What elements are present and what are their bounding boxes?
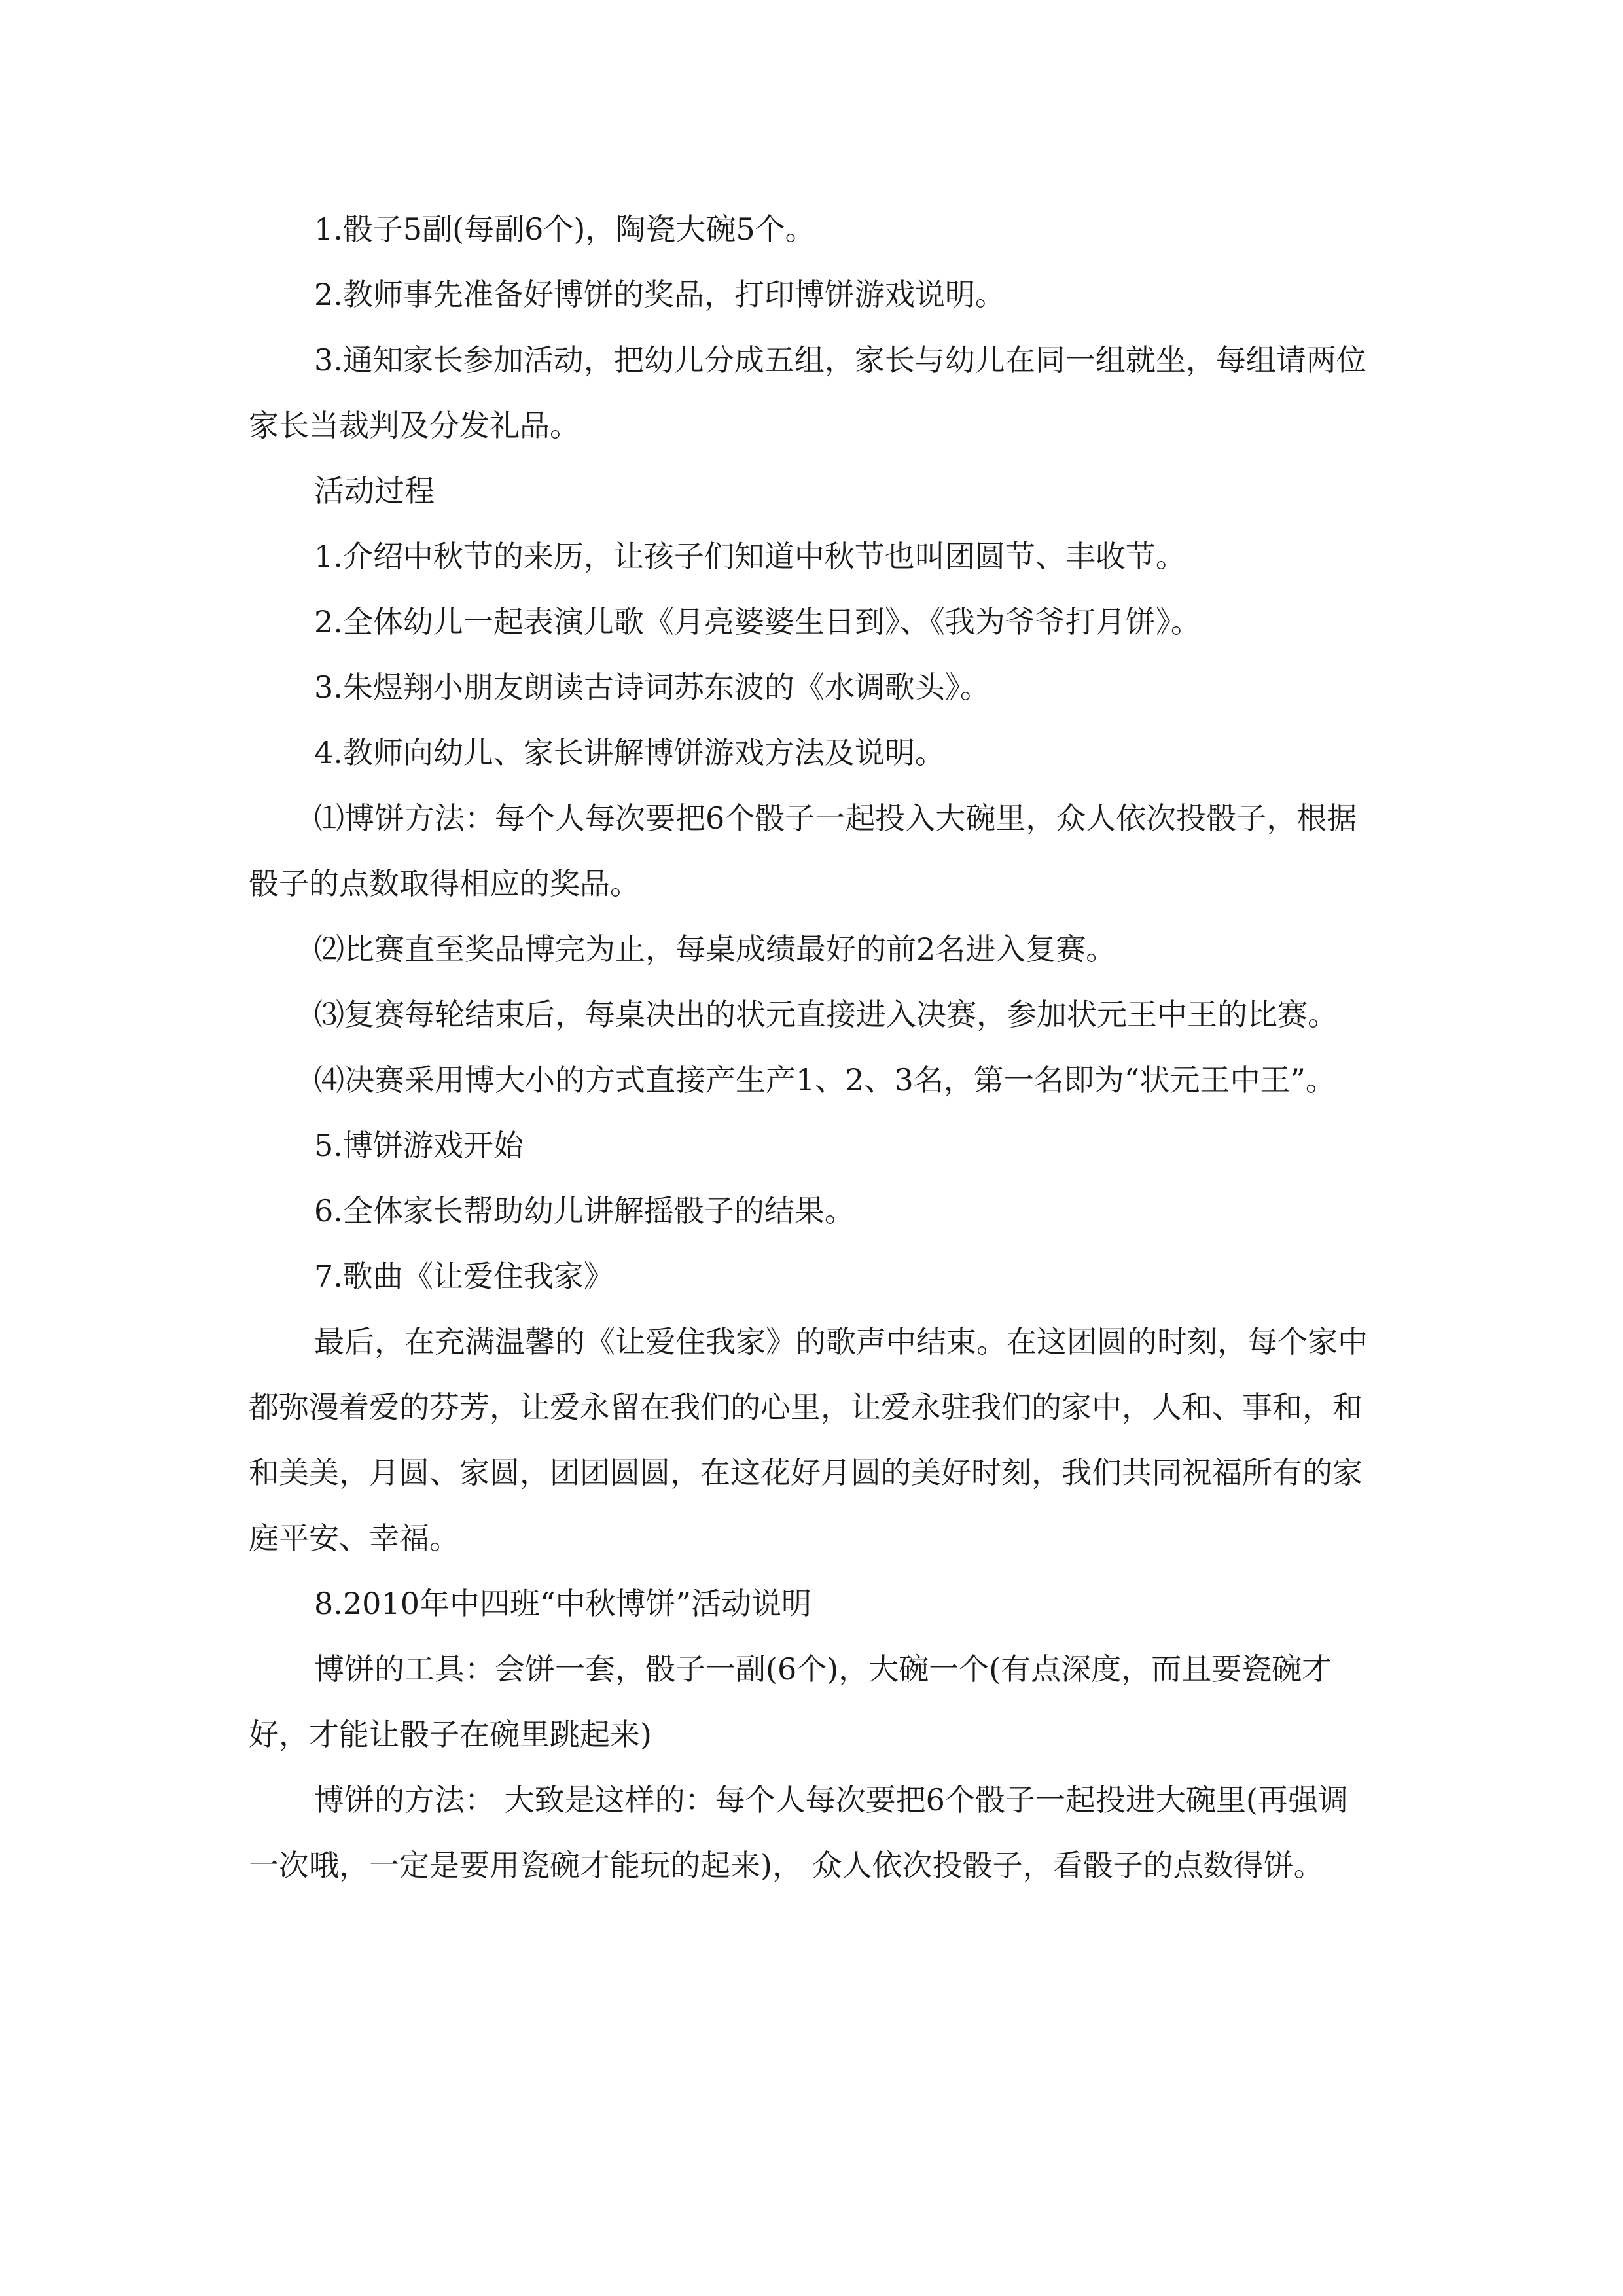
- paragraph-children-song: 2.全体幼儿一起表演儿歌《月亮婆婆生日到》、《我为爷爷打月饼》。: [314, 604, 1201, 639]
- paragraph-notify-parents: 3.通知家长参加活动，把幼儿分成五组，家长与幼儿在同一组就坐，每组请两位家长当裁判及分发礼品。: [249, 342, 1366, 443]
- section-heading-activity-process: 活动过程: [314, 473, 435, 509]
- paragraph-poem-reading: 3.朱煜翔小朋友朗读古诗词苏东波的《水调歌头》。: [314, 670, 990, 705]
- paragraph-rule-2: ⑵比赛直至奖品博完为止，每桌成绩最好的前2名进入复赛。: [314, 931, 1116, 967]
- document-page: [249, 196, 1374, 1898]
- paragraph-rule-4: ⑷决赛采用博大小的方式直接产生产1、2、3名，第一名即为“状元王中王”。: [314, 1062, 1336, 1098]
- paragraph-parents-help: 6.全体家长帮助幼儿讲解摇骰子的结果。: [314, 1193, 855, 1229]
- paragraph-game-start: 5.博饼游戏开始: [314, 1128, 524, 1163]
- paragraph-song: 7.歌曲《让爱住我家》: [314, 1259, 614, 1294]
- paragraph-tools: 博饼的工具：会饼一套，骰子一副(6个)，大碗一个(有点深度，而且要瓷碗才好，才能让骰子在碗里跳起来): [249, 1651, 1332, 1752]
- paragraph-closing: 最后，在充满温馨的《让爱住我家》的歌声中结束。在这团圆的时刻，每个家中都弥漫着爱的芬芳，让爱永留在我们的心里，让爱永驻我们的家中，人和、事和，和和美美，月圆、家圆，团团圆圆，在这花好月圆的美好时刻，我们共同祝福所有的家庭平安、幸福。: [249, 1324, 1368, 1556]
- paragraph-dice-bowls: 1.骰子5副(每副6个)，陶瓷大碗5个。: [314, 211, 815, 247]
- paragraph-prizes: 2.教师事先准备好博饼的奖品，打印博饼游戏说明。: [314, 277, 1005, 312]
- paragraph-activity-notes-title: 8.2010年中四班“中秋博饼”活动说明: [314, 1586, 812, 1621]
- paragraph-rule-3: ⑶复赛每轮结束后，每桌决出的状元直接进入决赛，参加状元王中王的比赛。: [314, 997, 1338, 1032]
- paragraph-method: 博饼的方法： 大致是这样的：每个人每次要把6个骰子一起投进大碗里(再强调一次哦，一定是要用瓷碗才能玩的起来)， 众人依次投骰子，看骰子的点数得饼。: [249, 1782, 1348, 1883]
- paragraph-rule-1: ⑴博饼方法：每个人每次要把6个骰子一起投入大碗里，众人依次投骰子，根据骰子的点数取得相应的奖品。: [249, 800, 1357, 901]
- paragraph-game-explanation: 4.教师向幼儿、家长讲解博饼游戏方法及说明。: [314, 735, 945, 770]
- paragraph-festival-origin: 1.介绍中秋节的来历，让孩子们知道中秋节也叫团圆节、丰收节。: [314, 539, 1186, 574]
